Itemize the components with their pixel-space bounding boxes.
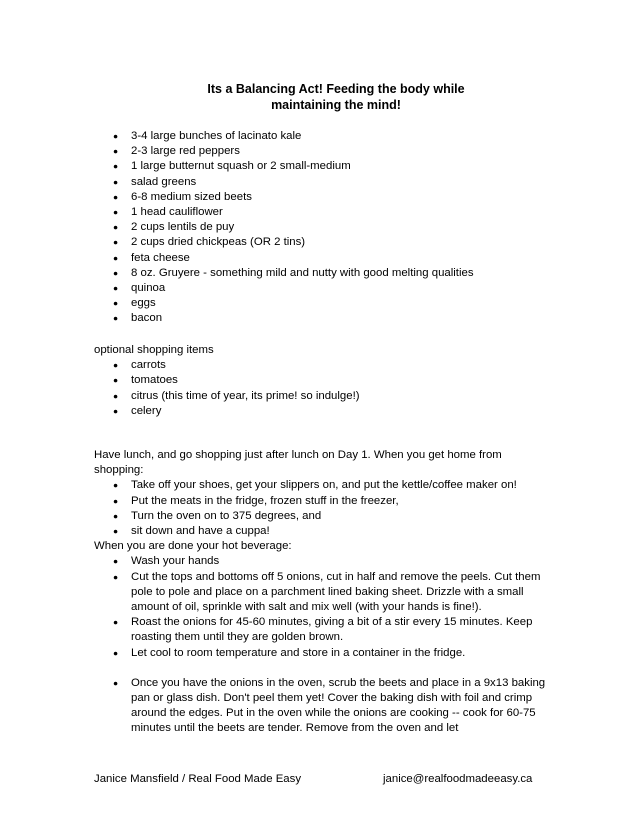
list-item: ● tomatoes: [94, 373, 554, 388]
list-item: ● Put the meats in the fridge, frozen stuff in the freezer,: [94, 494, 554, 509]
list-item: ● Roast the onions for 45-60 minutes, giving a bit of a stir every 15 minutes. Keep roasting them until they are golden brown.: [94, 615, 554, 645]
instructions-section: [94, 448, 554, 737]
list-item: ● salad greens: [94, 175, 554, 190]
shopping-list-section: [94, 129, 554, 327]
list-item: ● quinoa: [94, 281, 554, 296]
footer-author: Janice Mansfield / Real Food Made Easy: [94, 773, 302, 785]
list-item: ● bacon: [94, 311, 554, 326]
list-item: ● 1 head cauliflower: [94, 205, 554, 220]
optional-list: [94, 358, 554, 419]
list-item: ● 6-8 medium sized beets: [94, 190, 554, 205]
beverage-heading: When you are done your hot beverage:: [94, 540, 292, 553]
optional-heading: optional shopping items: [94, 344, 214, 356]
title-line-2: maintaining the mind!: [271, 98, 401, 112]
prep-steps-list: [94, 554, 554, 660]
list-item: ● eggs: [94, 296, 554, 311]
list-item: ● 2 cups lentils de puy: [94, 220, 554, 235]
list-item: ● Cut the tops and bottoms off 5 onions, cut in half and remove the peels. Cut them pole to pole and place on a parchment lined baking sheet. Drizzle with a small amount of oil, sprinkle with salt and mix well (with your hands is fine!).: [94, 570, 554, 616]
optional-section: [94, 343, 554, 419]
list-item: ● 2 cups dried chickpeas (OR 2 tins): [94, 235, 554, 250]
lunch-intro: Have lunch, and go shopping just after lunch on Day 1. When you get home from shopping:: [94, 449, 502, 477]
list-item: ● Once you have the onions in the oven, scrub the beets and place in a 9x13 baking pan or glass dish. Don't peel them yet! Cover the baking dish with foil and crimp around the edges. Put in the oven while the onions are cooking -- cook for 60-75 minutes until the beets are tender. Remove from the oven and let: [94, 676, 554, 737]
list-item: ● carrots: [94, 358, 554, 373]
footer-email: janice@realfoodmadeeasy.ca: [383, 773, 533, 785]
shopping-list: [94, 129, 554, 327]
list-item: ● Take off your shoes, get your slippers on, and put the kettle/coffee maker on!: [94, 478, 554, 493]
list-item: ● citrus (this time of year, its prime! so indulge!): [94, 389, 554, 404]
list-item: ● feta cheese: [94, 251, 554, 266]
list-item: ● 2-3 large red peppers: [94, 144, 554, 159]
list-item: ● 3-4 large bunches of lacinato kale: [94, 129, 554, 144]
list-item: ● Let cool to room temperature and store in a container in the fridge.: [94, 646, 554, 661]
list-item: ● Turn the oven on to 375 degrees, and: [94, 509, 554, 524]
document-title: [94, 81, 578, 113]
list-item: ● Wash your hands: [94, 554, 554, 569]
list-item: ● 8 oz. Gruyere - something mild and nutty with good melting qualities: [94, 266, 554, 281]
home-steps-list: [94, 478, 554, 539]
list-item: ● celery: [94, 404, 554, 419]
list-item: ● sit down and have a cuppa!: [94, 524, 554, 539]
title-line-1: Its a Balancing Act! Feeding the body while: [207, 82, 465, 96]
beets-step-list: [94, 676, 554, 737]
list-item: ● 1 large butternut squash or 2 small-medium: [94, 159, 554, 174]
